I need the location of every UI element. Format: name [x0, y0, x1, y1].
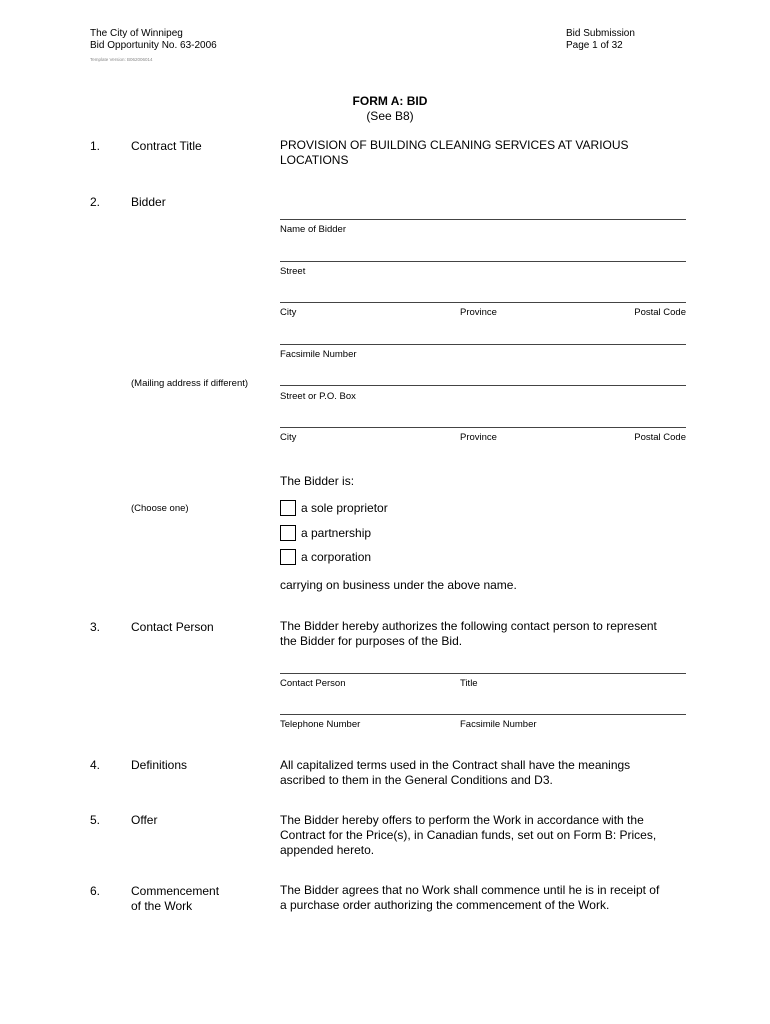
city-label: City: [280, 307, 297, 318]
contact-person-text-line-2: the Bidder for purposes of the Bid.: [280, 634, 463, 648]
section-6-label-line-2: of the Work: [131, 899, 193, 913]
section-1-label: Contract Title: [131, 139, 202, 153]
city-province-postal-line[interactable]: [280, 302, 686, 303]
header-bid-number: Bid Opportunity No. 63-2006: [90, 40, 217, 51]
title-field-label: Title: [460, 678, 478, 689]
section-2-number: 2.: [90, 195, 101, 209]
header-doc-type: Bid Submission: [566, 28, 635, 39]
mailing-address-note: (Mailing address if different): [131, 378, 249, 389]
contact-person-field-label: Contact Person: [280, 678, 346, 689]
facsimile-line[interactable]: [280, 344, 686, 345]
corporation-label: a corporation: [301, 550, 372, 564]
bidder-is-heading: The Bidder is:: [280, 474, 355, 488]
template-version: Template Version: B062006014: [90, 57, 153, 62]
carrying-on-business-text: carrying on business under the above name.: [280, 578, 517, 592]
corporation-checkbox[interactable]: [280, 549, 296, 565]
sole-proprietor-label: a sole proprietor: [301, 501, 388, 515]
sole-proprietor-checkbox[interactable]: [280, 500, 296, 516]
offer-text-line-3: appended hereto.: [280, 843, 375, 857]
offer-text-line-1: The Bidder hereby offers to perform the Work in accordance with the: [280, 813, 644, 827]
mailing-street-line[interactable]: [280, 385, 686, 386]
section-5-number: 5.: [90, 813, 101, 827]
section-6-number: 6.: [90, 884, 101, 898]
definitions-text-line-2: ascribed to them in the General Conditions and D3.: [280, 773, 553, 787]
telephone-number-label: Telephone Number: [280, 719, 361, 730]
contact-person-line[interactable]: [280, 673, 686, 674]
commencement-text-line-1: The Bidder agrees that no Work shall commence until he is in receipt of: [280, 883, 660, 897]
street-po-box-label: Street or P.O. Box: [280, 391, 356, 402]
contract-title-line-2: LOCATIONS: [280, 153, 349, 167]
mailing-city-line[interactable]: [280, 427, 686, 428]
postal-code-label: Postal Code: [634, 307, 686, 318]
mailing-city-label: City: [280, 432, 297, 443]
province-label: Province: [460, 307, 497, 318]
street-label: Street: [280, 266, 306, 277]
section-3-label: Contact Person: [131, 620, 214, 634]
street-line[interactable]: [280, 261, 686, 262]
section-2-label: Bidder: [131, 195, 166, 209]
section-1-number: 1.: [90, 139, 101, 153]
form-subtitle: (See B8): [366, 109, 414, 123]
bidder-name-line[interactable]: [280, 219, 686, 220]
mailing-province-label: Province: [460, 432, 497, 443]
contract-title-line-1: PROVISION OF BUILDING CLEANING SERVICES AT VARIOUS: [280, 138, 629, 152]
partnership-label: a partnership: [301, 526, 372, 540]
form-title: FORM A: BID: [352, 94, 428, 108]
facsimile-label: Facsimile Number: [280, 349, 357, 360]
offer-text-line-2: Contract for the Price(s), in Canadian funds, set out on Form B: Prices,: [280, 828, 657, 842]
section-4-label: Definitions: [131, 758, 188, 772]
section-4-number: 4.: [90, 758, 101, 772]
section-3-number: 3.: [90, 620, 101, 634]
partnership-checkbox[interactable]: [280, 525, 296, 541]
choose-one-note: (Choose one): [131, 503, 189, 514]
mailing-postal-code-label: Postal Code: [634, 432, 686, 443]
section-5-label: Offer: [131, 813, 158, 827]
commencement-text-line-2: a purchase order authorizing the commencement of the Work.: [280, 898, 610, 912]
bidder-name-label: Name of Bidder: [280, 224, 347, 235]
telephone-facsimile-line[interactable]: [280, 714, 686, 715]
header-page-number: Page 1 of 32: [566, 40, 623, 51]
contact-facsimile-label: Facsimile Number: [460, 719, 537, 730]
section-6-label-line-1: Commencement: [131, 884, 220, 898]
definitions-text-line-1: All capitalized terms used in the Contract shall have the meanings: [280, 758, 631, 772]
contact-person-text-line-1: The Bidder hereby authorizes the following contact person to represent: [280, 619, 657, 633]
header-org: The City of Winnipeg: [90, 28, 183, 39]
